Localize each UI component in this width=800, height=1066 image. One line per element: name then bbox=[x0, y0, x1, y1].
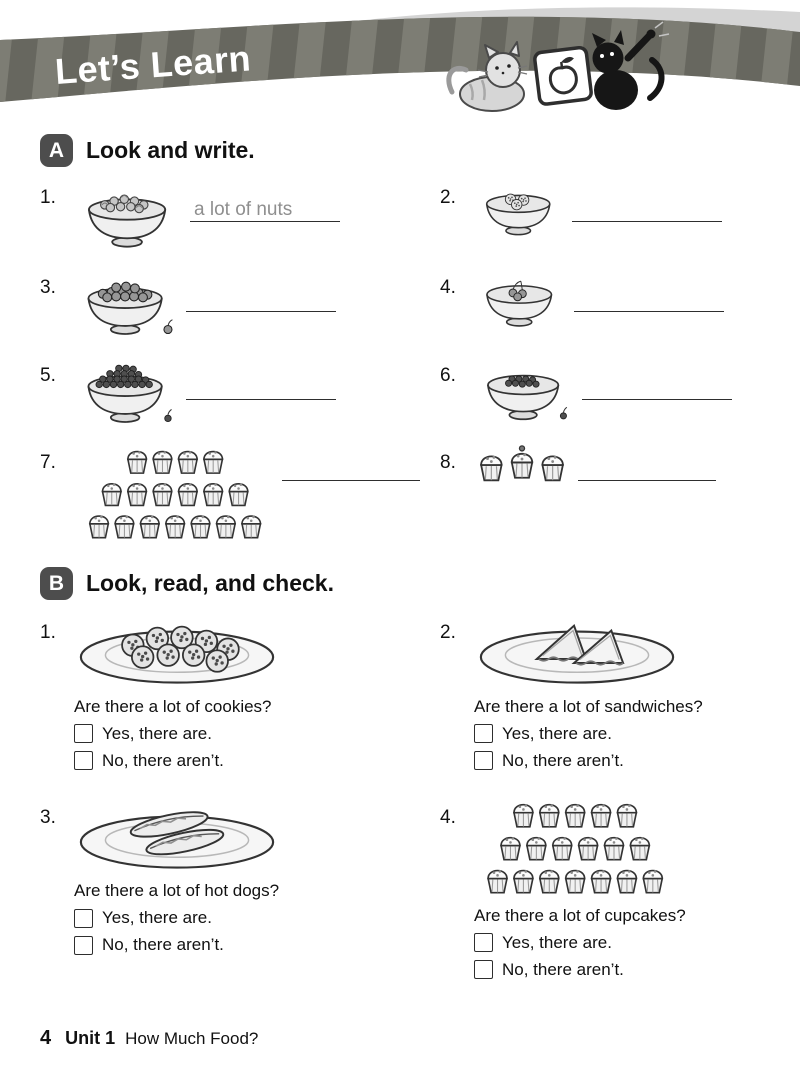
yes-label: Yes, there are. bbox=[102, 723, 212, 743]
banner-title: Let’s Learn bbox=[53, 37, 253, 92]
no-label: No, there aren’t. bbox=[502, 750, 624, 770]
yes-label: Yes, there are. bbox=[102, 908, 212, 928]
exercise-a-item-7 bbox=[40, 442, 440, 541]
title-banner bbox=[0, 0, 800, 122]
no-option bbox=[474, 960, 760, 980]
yes-option bbox=[474, 933, 760, 953]
bowl-of-cherries-full-icon bbox=[76, 267, 176, 338]
no-label: No, there aren’t. bbox=[502, 959, 624, 979]
exercise-b-item-2 bbox=[440, 610, 760, 771]
no-checkbox[interactable] bbox=[74, 751, 93, 770]
answer-line[interactable] bbox=[282, 454, 420, 481]
exercise-a-item-8 bbox=[440, 442, 760, 541]
no-checkbox[interactable] bbox=[474, 960, 493, 979]
section-b-badge: B bbox=[40, 567, 73, 600]
bowl-of-berries-heaped-icon bbox=[76, 355, 176, 426]
item-number: 2. bbox=[440, 622, 456, 644]
answer-line[interactable] bbox=[582, 373, 732, 400]
yes-checkbox[interactable] bbox=[474, 724, 493, 743]
yes-checkbox[interactable] bbox=[74, 724, 93, 743]
item-number: 1. bbox=[40, 622, 56, 644]
no-checkbox[interactable] bbox=[474, 751, 493, 770]
many-cupcakes-icon bbox=[76, 442, 272, 541]
answer-line[interactable] bbox=[574, 285, 724, 312]
item-number: 3. bbox=[40, 806, 56, 828]
many-cupcakes-icon bbox=[474, 795, 674, 896]
question-text: Are there a lot of hot dogs? bbox=[74, 881, 280, 901]
item-number: 8. bbox=[440, 452, 456, 474]
yes-label: Yes, there are. bbox=[502, 723, 612, 743]
answer-line[interactable] bbox=[186, 285, 336, 312]
no-option bbox=[74, 751, 440, 771]
yes-option bbox=[74, 724, 440, 744]
no-option bbox=[74, 935, 440, 955]
section-b-title: Look, read, and check. bbox=[86, 570, 334, 597]
bowl-of-cherries-few-icon bbox=[476, 267, 564, 330]
page-number: 4 bbox=[40, 1027, 52, 1049]
exercise-b-item-1 bbox=[40, 610, 440, 771]
item-number: 7. bbox=[40, 452, 56, 474]
exercise-a-item-5 bbox=[40, 355, 440, 426]
bowl-of-cookies-icon bbox=[476, 177, 562, 238]
bowl-of-nuts-icon bbox=[76, 177, 180, 251]
plate-of-cookies-icon bbox=[74, 610, 280, 687]
exercise-b-item-4 bbox=[440, 795, 760, 980]
three-cupcakes-icon bbox=[476, 442, 568, 483]
yes-option bbox=[74, 908, 440, 928]
apple-flashcard-icon bbox=[534, 47, 592, 105]
question-text: Are there a lot of cookies? bbox=[74, 696, 272, 716]
answer-line[interactable] bbox=[572, 195, 722, 222]
yes-label: Yes, there are. bbox=[502, 932, 612, 952]
answer-line[interactable] bbox=[190, 195, 340, 222]
no-label: No, there aren’t. bbox=[102, 750, 224, 770]
written-answer: a lot of nuts bbox=[194, 199, 293, 220]
unit-label: Unit 1 bbox=[65, 1028, 116, 1048]
section-a-badge: A bbox=[40, 134, 73, 167]
section-a-header bbox=[40, 134, 760, 167]
exercise-b-item-3 bbox=[40, 795, 440, 980]
exercise-a-item-2 bbox=[440, 177, 760, 251]
answer-line[interactable] bbox=[186, 373, 336, 400]
item-number: 4. bbox=[440, 806, 456, 828]
item-number: 3. bbox=[40, 277, 56, 299]
exercise-a-item-1 bbox=[40, 177, 440, 251]
yes-checkbox[interactable] bbox=[474, 933, 493, 952]
section-b-header bbox=[40, 567, 760, 600]
plate-of-sandwiches-icon bbox=[474, 610, 680, 687]
exercise-a-item-6 bbox=[440, 355, 760, 426]
item-number: 4. bbox=[440, 277, 456, 299]
page-footer bbox=[40, 1027, 258, 1050]
no-option bbox=[474, 751, 760, 771]
exercise-a-item-3 bbox=[40, 267, 440, 338]
yes-option bbox=[474, 724, 760, 744]
item-number: 6. bbox=[440, 364, 456, 386]
section-a-grid bbox=[40, 177, 760, 541]
answer-line[interactable] bbox=[578, 454, 716, 481]
bowl-of-berries-some-icon bbox=[476, 355, 572, 424]
question-text: Are there a lot of sandwiches? bbox=[474, 696, 703, 716]
item-number: 5. bbox=[40, 364, 56, 386]
exercise-a-item-4 bbox=[440, 267, 760, 338]
no-checkbox[interactable] bbox=[74, 936, 93, 955]
section-a-title: Look and write. bbox=[86, 137, 255, 163]
item-number: 2. bbox=[440, 187, 456, 208]
question-text: Are there a lot of cupcakes? bbox=[474, 905, 686, 925]
yes-checkbox[interactable] bbox=[74, 909, 93, 928]
unit-title: How Much Food? bbox=[125, 1029, 259, 1048]
plate-of-hot-dogs-icon bbox=[74, 795, 280, 872]
section-b-grid bbox=[40, 610, 760, 980]
item-number: 1. bbox=[40, 187, 56, 208]
no-label: No, there aren’t. bbox=[102, 935, 224, 955]
